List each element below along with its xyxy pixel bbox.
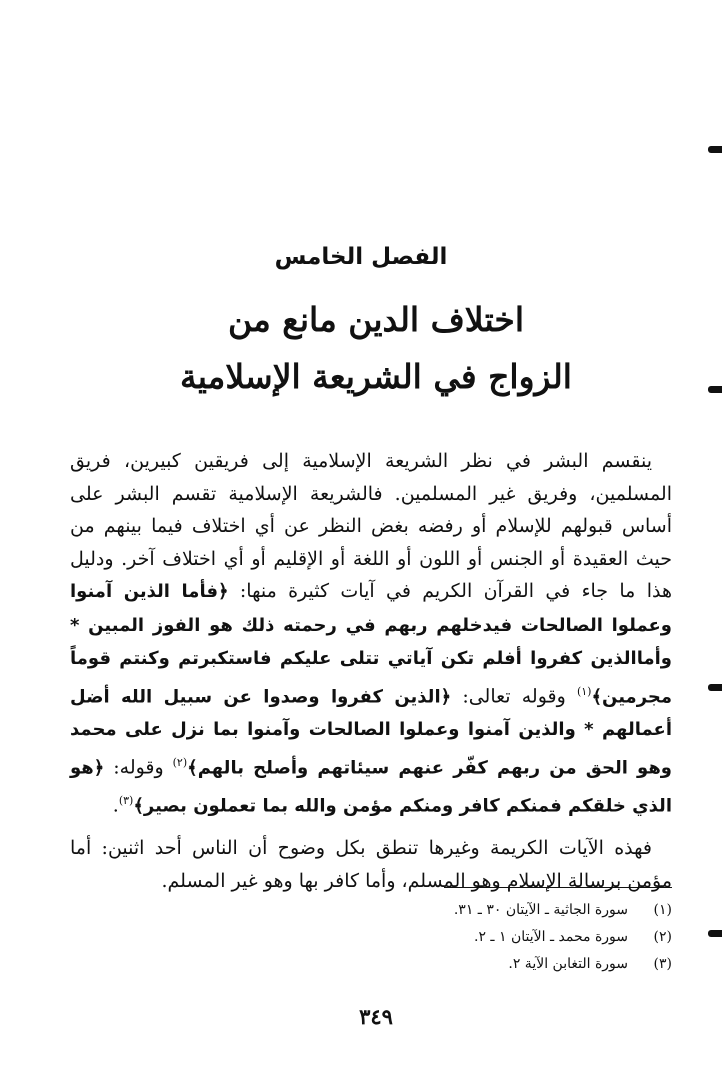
footnote-text: سورة محمد ـ الآيتان ١ ـ ٢. xyxy=(473,929,628,945)
quran-quote: ﴿الذين كفروا وصدوا عن سبيل الله أضل أعمالهم * والذين آمنوا وعملوا الصالحات وآمنوا بما نزل على محمد وهو الحق من ربهم كفّر عنهم سيئاتهم وأصلح بالهم﴾ xyxy=(70,685,672,779)
footnote-number: (٢) xyxy=(653,929,672,945)
footnote-text: سورة الجاثية ـ الآيتان ٣٠ ـ ٣١. xyxy=(453,902,628,918)
footnote-number: (١) xyxy=(653,902,672,918)
page-title-line-2: الزواج في الشريعة الإسلامية xyxy=(180,357,572,396)
footnote xyxy=(330,924,672,951)
footnote-ref: (٢) xyxy=(172,755,188,769)
footnote-text: سورة التغابن الآية ٢. xyxy=(508,956,628,972)
paragraph: فهذه الآيات الكريمة وغيرها تنطق بكل وضوح أن الناس أحد اثنين: أما مؤمن برسالة الإسلام وهو المسلم، وأما كافر بها وهو غير المسلم. xyxy=(70,837,672,892)
page-edge-mark xyxy=(708,146,722,153)
quran-quote: ﴿فأما الذين آمنوا وعملوا الصالحات فيدخلهم ربهم في رحمته ذلك هو الفوز المبين * وأماالذين كفروا أفلم تكن آياتي تتلى عليكم فاستكبرتم وكنتم قوماً مجرمين﴾ xyxy=(70,581,673,707)
quran-quote: ﴿هو الذي خلقكم فمنكم كافر ومنكم مؤمن والله بما تعملون بصير﴾ xyxy=(70,757,672,816)
footnote-ref: (٣) xyxy=(118,793,134,807)
paragraph-text: ينقسم البشر في نظر الشريعة الإسلامية إلى فريقين كبيرين، فريق المسلمين، وفريق غير المسلمين. فالشريعة الإسلامية تقسم البشر على أساس قبولهم للإسلام أو رفضه بغض النظر عن أي اختلاف فيما بينهم من حيث العقيدة أو الجنس أو اللون أو اللغة أو الإقليم أو أي اختلاف آخر. ودليل هذا ما جاء في القرآن الكريم في آيات كثيرة منها: xyxy=(70,450,672,602)
page-number: ٣٤٩ xyxy=(359,1004,393,1029)
footnote-divider xyxy=(444,887,672,888)
footnote-ref: (١) xyxy=(576,684,592,698)
footnote-number: (٣) xyxy=(653,956,672,972)
body-text xyxy=(70,445,672,897)
chapter-heading: الفصل الخامس xyxy=(274,244,448,270)
footnote xyxy=(330,897,672,924)
paragraph xyxy=(70,445,672,822)
paragraph-text: وقوله: xyxy=(104,756,173,779)
footnotes xyxy=(330,897,672,978)
page-title-line-1: اختلاف الدين مانع من xyxy=(227,300,525,339)
footnote xyxy=(330,951,672,978)
page-edge-mark xyxy=(708,930,722,937)
paragraph-text: . xyxy=(112,793,119,816)
paragraph-text: وقوله تعالى: xyxy=(451,684,577,707)
page-edge-mark xyxy=(708,684,722,691)
